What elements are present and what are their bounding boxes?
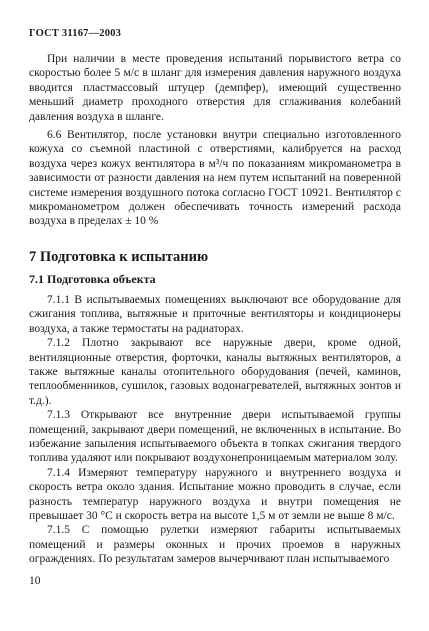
paragraph-7-1-3: 7.1.3 Открывают все внутренние двери испытываемой группы помещений, закрывают двери помещений, не включенных в испытание. Во избежание запыления испытываемого объекта в топках сжигания твердого топлива удаляют или покрывают воздухонепроницаемым материалом золу. bbox=[29, 409, 401, 465]
section-title: 7 Подготовка к испытанию bbox=[29, 248, 209, 265]
paragraph-7-1-5: 7.1.5 С помощью рулетки измеряют габариты испытываемых помещений и размеры оконных и прочих проемов в наружных ограждениях. По результатам замеров вычерчивают план испытываемого bbox=[29, 524, 401, 566]
paragraph-damper: При наличии в месте проведения испытаний порывистого ветра со скоростью более 5 м/с в шланг для измерения давления наружного воздуха вводится пластмассовый штуцер (демпфер), имеющий существенно меньший диаметр проходного отверстия для сглаживания колебаний давления воздуха в шланге. bbox=[29, 53, 401, 123]
paragraph-7-1-2: 7.1.2 Плотно закрывают все наружные двери, кроме одной, вентиляционные отверстия, форточки, каналы вытяжных вентиляторов, а также вытяжные каналы отопительного оборудования (печей, каминов, теплообменников, сушилок, газовых водонагревателей, вытяжных зонтов и т.д.). bbox=[29, 337, 401, 407]
document-body bbox=[29, 52, 401, 567]
subsection-title: 7.1 Подготовка объекта bbox=[29, 271, 156, 286]
paragraph-7-1-4: 7.1.4 Измеряют температуру наружного и внутреннего воздуха и скорость ветра около здания. Испытание можно проводить в случае, если разность температур наружного воздуха и внутри помещения не превышает 30 °С и скорость ветра на высоте 1,5 м от земли не выше 8 м/с. bbox=[29, 466, 401, 522]
standard-header: ГОСТ 31167—2003 bbox=[29, 28, 122, 39]
paragraph-6-6: 6.6 Вентилятор, после установки внутри специально изготовленного кожуха со съемной пластиной с отверстиями, калибруется на расход воздуха через кожух вентилятора в м³/ч по показаниям микроманометра в зависимости от разности давления на нем путем испытаний на поверенной системе измерения воздушного потока согласно ГОСТ 10921. Вентилятор с микроманометром должен обеспечивать точность измерений расхода воздуха в пределах ± 10 % bbox=[29, 129, 401, 228]
page-number: 10 bbox=[29, 575, 41, 587]
paragraph-7-1-1: 7.1.1 В испытываемых помещениях выключают все оборудование для сжигания топлива, вытяжные и приточные вентиляторы и кондиционеры воздуха, а также термостаты на радиаторах. bbox=[29, 293, 401, 335]
